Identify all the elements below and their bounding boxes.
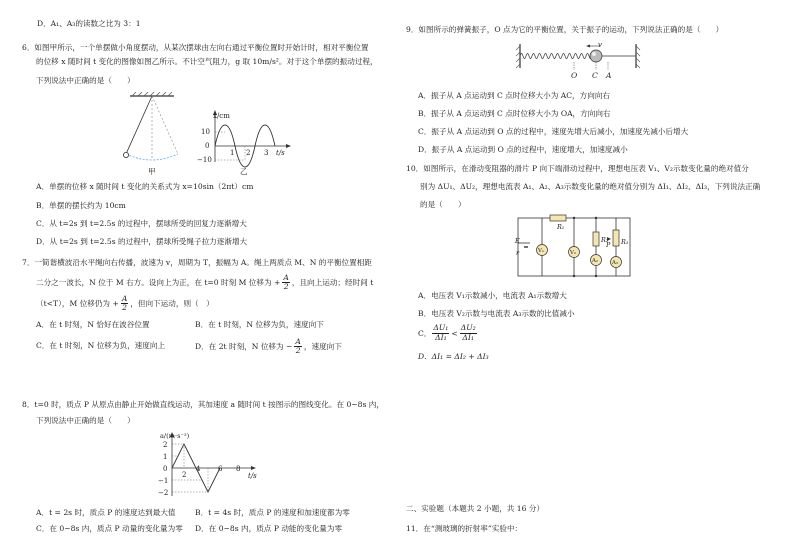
q7-stem-line2-part1: 二分之一波长，N 位于 M 右方。设向上为正，在 t=0 时刻 M 位移为 +: [36, 277, 281, 287]
q8-stem-line1: 8．t=0 时，质点 P 从原点由静止开始做直线运动，其加速度 a 随时间 t 按图示的图线变化。在 0~8s 内，: [22, 400, 384, 409]
q7-option-d: [195, 336, 342, 356]
at-tick-y0: 0: [163, 465, 168, 473]
at-axis-t-label: t/s: [248, 472, 257, 480]
at-tick-y2: 2: [163, 441, 168, 449]
circuit-label-r: r: [516, 249, 520, 257]
q7-option-d-part1: D．在 2t 时刻，N 位移为 −: [195, 341, 293, 351]
q6-stem-line3: 下列说法中正确的是（ ）: [36, 76, 135, 85]
q6-option-c: C．从 t=2s 到 t=2.5s 的过程中，摆球所受的回复力逐渐增大: [36, 219, 247, 228]
q10-fraction-1-den: ΔI₁: [435, 332, 447, 342]
q10-stem-line1: 10．如图所示，在滑动变阻器的滑片 P 向下端滑动过程中，理想电压表 V₁、V₂示数变化量的绝对值分: [406, 164, 749, 173]
q9-point-o: O: [571, 71, 578, 80]
xt-tick-0: 0: [205, 142, 210, 150]
q9-option-a: A．振子从 A 点运动到 C 点时位移大小为 AC，方向向右: [418, 91, 611, 100]
q7-stem-line3-part2: ，但向下运动，则（ ）: [130, 298, 214, 308]
q7-stem-line2-part2: ，且向上运动；经时间 t: [291, 277, 374, 287]
spring-oscillator-figure: [516, 38, 646, 84]
section-heading-experiments: 二、实验题（本题共 2 小题，共 16 分）: [406, 504, 545, 513]
q10-stem-line2: 别为 ΔU₁、ΔU₂，理想电流表 A₁、A₂、A₃示数变化量的绝对值分别为 ΔI₁、ΔI₂、ΔI₃，下列说法正确: [420, 182, 761, 191]
meter-v1: V₁: [538, 248, 545, 254]
q8-option-a: A．t = 2s 时，质点 P 的速度达到最大值: [36, 508, 176, 517]
q7-fraction-den: 2: [283, 281, 289, 291]
q7-fraction-2-num: A: [121, 293, 128, 303]
q6-option-a: A．单摆的位移 x 随时间 t 变化的关系式为 x=10sin（2πt）cm: [36, 182, 254, 191]
q7-fraction-num: A: [283, 272, 289, 282]
xt-tick-m10: −10: [197, 156, 212, 164]
q10-fraction-1-num: ΔU₁: [433, 323, 449, 332]
q7-stem-line3-part1: （t<T），M 位移仍为 +: [36, 298, 119, 308]
q10-option-a: A．电压表 V₁示数减小，电流表 A₁示数增大: [418, 291, 567, 300]
xt-tick-10: 10: [201, 128, 210, 136]
q10-fraction-1: [432, 324, 449, 342]
at-tick-x4: 4: [196, 465, 201, 473]
q10-option-d: D．ΔI₁ = ΔI₂ + ΔI₃: [418, 352, 489, 361]
q8-stem-line2: 下列说法中正确的是（ ）: [36, 416, 135, 425]
at-tick-x6: 6: [218, 465, 223, 473]
q8-option-c: C．在 0~8s 内，质点 P 动量的变化量为零: [36, 524, 183, 533]
figure-label-jia: 甲: [148, 167, 156, 176]
q7-stem-line1: 7．一简谐横波沿水平绳向右传播，波速为 v，周期为 T，振幅为 A。绳上两质点 M、N 的平衡位置相距: [22, 258, 372, 267]
q7-fraction-2-den: 2: [122, 302, 127, 312]
q7-option-d-part2: ，速度向下: [303, 341, 342, 351]
circuit-label-p: P: [606, 241, 611, 249]
q9-option-d: D．振子从 A 点运动到 O 点的过程中，速度增大，加速度减小: [418, 145, 628, 154]
q7-stem-line2: [36, 272, 373, 292]
q10-fraction-2: [460, 324, 477, 342]
q7-option-b: B．在 t 时刻，N 位移为负，速度向下: [195, 320, 324, 329]
q7-fraction: [282, 274, 289, 291]
q7-fraction-2: [121, 295, 128, 312]
at-tick-ym2: −2: [158, 489, 169, 497]
xt-axis-t-label: t/s: [276, 149, 285, 157]
q10-option-c: [418, 322, 478, 344]
xt-tick-2: 2: [246, 149, 251, 157]
q10-stem-line3: 的是（ ）: [420, 200, 466, 209]
q7-fraction-3-num: A: [295, 336, 301, 346]
q10-fraction-2-den: ΔI₁: [462, 332, 474, 342]
meter-a3: A₃: [612, 260, 619, 266]
circuit-label-e: E: [515, 237, 520, 245]
q6-option-d: D．从 t=2s 到 t=2.5s 的过程中，摆球所受绳子拉力逐渐增大: [36, 237, 248, 246]
circuit-label-r3: R₃: [621, 238, 629, 246]
xt-tick-3: 3: [264, 149, 269, 157]
q9-point-c: C: [592, 71, 598, 80]
q11-stem: 11．在“测玻璃的折射率”实验中：: [406, 524, 523, 533]
meter-a2: A₂: [592, 258, 599, 264]
q9-point-a: A: [606, 71, 612, 80]
q9-option-c: C．振子从 A 点运动到 O 点的过程中，速度先增大后减小，加速度先减小后增大: [418, 127, 689, 136]
q6-option-b: B．单摆的摆长约为 10cm: [36, 201, 126, 210]
q10-fraction-2-num: ΔU₂: [460, 323, 476, 332]
q7-option-c: C．在 t 时刻，N 位移为负，速度向上: [36, 341, 166, 350]
q7-stem-line3: [36, 293, 214, 313]
q7-fraction-3-den: 2: [295, 345, 301, 355]
q10-option-c-lt: <: [451, 328, 458, 338]
figure-label-yi: 乙: [240, 167, 248, 176]
q9-option-b: B．振子从 A 点运动到 C 点时位移大小为 OA，方向向右: [418, 109, 611, 118]
q7-fraction-3: [294, 338, 301, 355]
q7-option-a: A．在 t 时刻，N 恰好在波谷位置: [36, 320, 150, 329]
at-tick-x8: 8: [236, 465, 241, 473]
q8-option-b: B．t = 4s 时，质点 P 的速度和加速度都为零: [195, 508, 350, 517]
q9-stem: 9．如图所示的弹簧振子，O 点为它的平衡位置，关于振子的运动，下列说法正确的是（ ）: [406, 25, 724, 34]
xt-tick-1: 1: [230, 149, 235, 157]
q6-stem-line1: 6．如图甲所示，一个单摆做小角度摆动，从某次摆球由左向右通过平衡位置时开始计时，相对平衡位置: [22, 43, 369, 52]
at-tick-ym1: −1: [158, 477, 169, 485]
q5-option-d: D．A₁、A₃的读数之比为 3：1: [37, 19, 141, 28]
at-axis-a-label: a/(m·s⁻²): [160, 432, 190, 440]
q10-option-c-label: C．: [418, 328, 432, 338]
circuit-label-r1: R₁: [557, 223, 565, 231]
q10-option-b: B．电压表 V₂示数与电流表 A₃示数的比值减小: [418, 309, 575, 318]
q6-stem-line2: 的位移 x 随时间 t 变化的图像如图乙所示。不计空气阻力，g 取 10m/s²。对于这个单摆的振动过程，: [36, 57, 378, 66]
meter-v2: V₂: [570, 250, 577, 256]
circuit-label-r2: R₂: [601, 236, 609, 244]
at-tick-x2: 2: [182, 471, 187, 479]
at-tick-y1: 1: [163, 453, 168, 461]
q9-velocity-label: v: [598, 41, 602, 49]
q8-option-d: D．在 0~8s 内，质点 P 动能的变化量为零: [195, 524, 343, 533]
xt-axis-x-label: x/cm: [213, 112, 230, 120]
pendulum-figure: [112, 92, 192, 172]
